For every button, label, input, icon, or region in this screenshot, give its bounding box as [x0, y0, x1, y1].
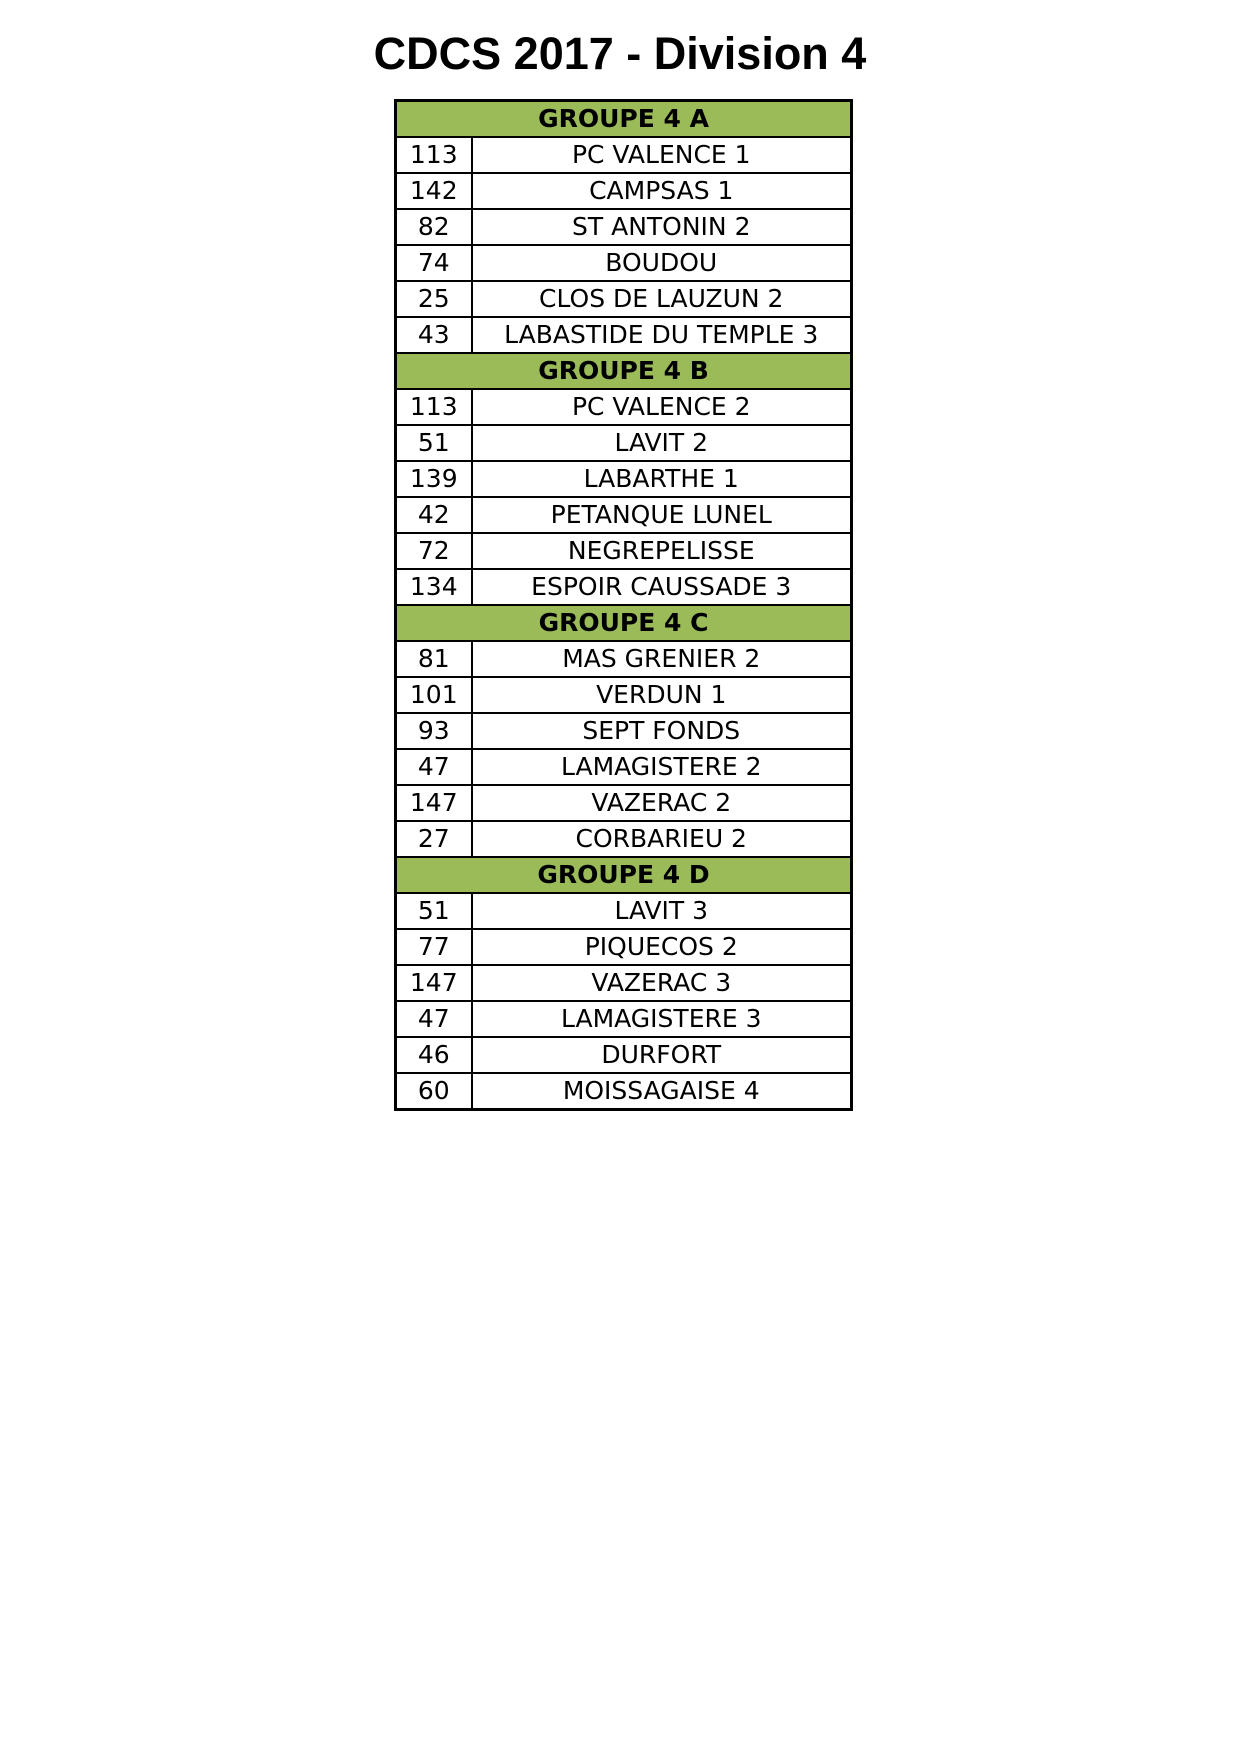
group-header: GROUPE 4 C [396, 605, 852, 641]
team-number: 139 [396, 461, 472, 497]
table-row [396, 389, 852, 425]
team-number: 51 [396, 425, 472, 461]
table-row [396, 209, 852, 245]
group-header: GROUPE 4 D [396, 857, 852, 893]
team-name: LABASTIDE DU TEMPLE 3 [472, 317, 852, 353]
group-header: GROUPE 4 A [396, 101, 852, 138]
team-number: 77 [396, 929, 472, 965]
team-name: BOUDOU [472, 245, 852, 281]
team-name: PC VALENCE 2 [472, 389, 852, 425]
team-name: LABARTHE 1 [472, 461, 852, 497]
table-row [396, 173, 852, 209]
team-name: DURFORT [472, 1037, 852, 1073]
table-row [396, 281, 852, 317]
team-number: 113 [396, 389, 472, 425]
team-name: LAVIT 3 [472, 893, 852, 929]
team-number: 27 [396, 821, 472, 857]
team-number: 147 [396, 785, 472, 821]
team-name: MAS GRENIER 2 [472, 641, 852, 677]
team-name: PETANQUE LUNEL [472, 497, 852, 533]
team-number: 82 [396, 209, 472, 245]
team-number: 101 [396, 677, 472, 713]
table-row [396, 317, 852, 353]
table-row [396, 533, 852, 569]
group-header-row [396, 101, 852, 138]
groups-table [394, 99, 853, 1111]
team-name: PC VALENCE 1 [472, 137, 852, 173]
team-number: 113 [396, 137, 472, 173]
team-number: 142 [396, 173, 472, 209]
table-row [396, 713, 852, 749]
team-name: ESPOIR CAUSSADE 3 [472, 569, 852, 605]
team-name: VAZERAC 3 [472, 965, 852, 1001]
team-number: 25 [396, 281, 472, 317]
team-number: 81 [396, 641, 472, 677]
team-name: LAMAGISTERE 3 [472, 1001, 852, 1037]
group-header: GROUPE 4 B [396, 353, 852, 389]
table-row [396, 497, 852, 533]
team-name: VAZERAC 2 [472, 785, 852, 821]
team-number: 60 [396, 1073, 472, 1110]
team-name: ST ANTONIN 2 [472, 209, 852, 245]
table-row [396, 1001, 852, 1037]
team-name: LAMAGISTERE 2 [472, 749, 852, 785]
group-header-row [396, 857, 852, 893]
team-number: 46 [396, 1037, 472, 1073]
group-header-row [396, 605, 852, 641]
table-row [396, 1037, 852, 1073]
table-row [396, 785, 852, 821]
team-number: 74 [396, 245, 472, 281]
team-name: PIQUECOS 2 [472, 929, 852, 965]
team-number: 47 [396, 749, 472, 785]
team-number: 51 [396, 893, 472, 929]
team-name: CAMPSAS 1 [472, 173, 852, 209]
table-row [396, 893, 852, 929]
table-row [396, 677, 852, 713]
team-number: 93 [396, 713, 472, 749]
table-row [396, 1073, 852, 1110]
table-row [396, 425, 852, 461]
team-number: 43 [396, 317, 472, 353]
team-number: 134 [396, 569, 472, 605]
team-name: SEPT FONDS [472, 713, 852, 749]
team-name: LAVIT 2 [472, 425, 852, 461]
table-row [396, 821, 852, 857]
team-name: CLOS DE LAUZUN 2 [472, 281, 852, 317]
team-number: 147 [396, 965, 472, 1001]
page-title: CDCS 2017 - Division 4 [373, 28, 867, 79]
table-row [396, 965, 852, 1001]
team-name: CORBARIEU 2 [472, 821, 852, 857]
team-number: 47 [396, 1001, 472, 1037]
groups-table-body [396, 101, 852, 1110]
group-header-row [396, 353, 852, 389]
team-name: VERDUN 1 [472, 677, 852, 713]
table-row [396, 137, 852, 173]
table-row [396, 749, 852, 785]
team-name: MOISSAGAISE 4 [472, 1073, 852, 1110]
table-row [396, 641, 852, 677]
team-name: NEGREPELISSE [472, 533, 852, 569]
table-row [396, 461, 852, 497]
team-number: 42 [396, 497, 472, 533]
team-number: 72 [396, 533, 472, 569]
table-row [396, 929, 852, 965]
table-row [396, 569, 852, 605]
table-row [396, 245, 852, 281]
